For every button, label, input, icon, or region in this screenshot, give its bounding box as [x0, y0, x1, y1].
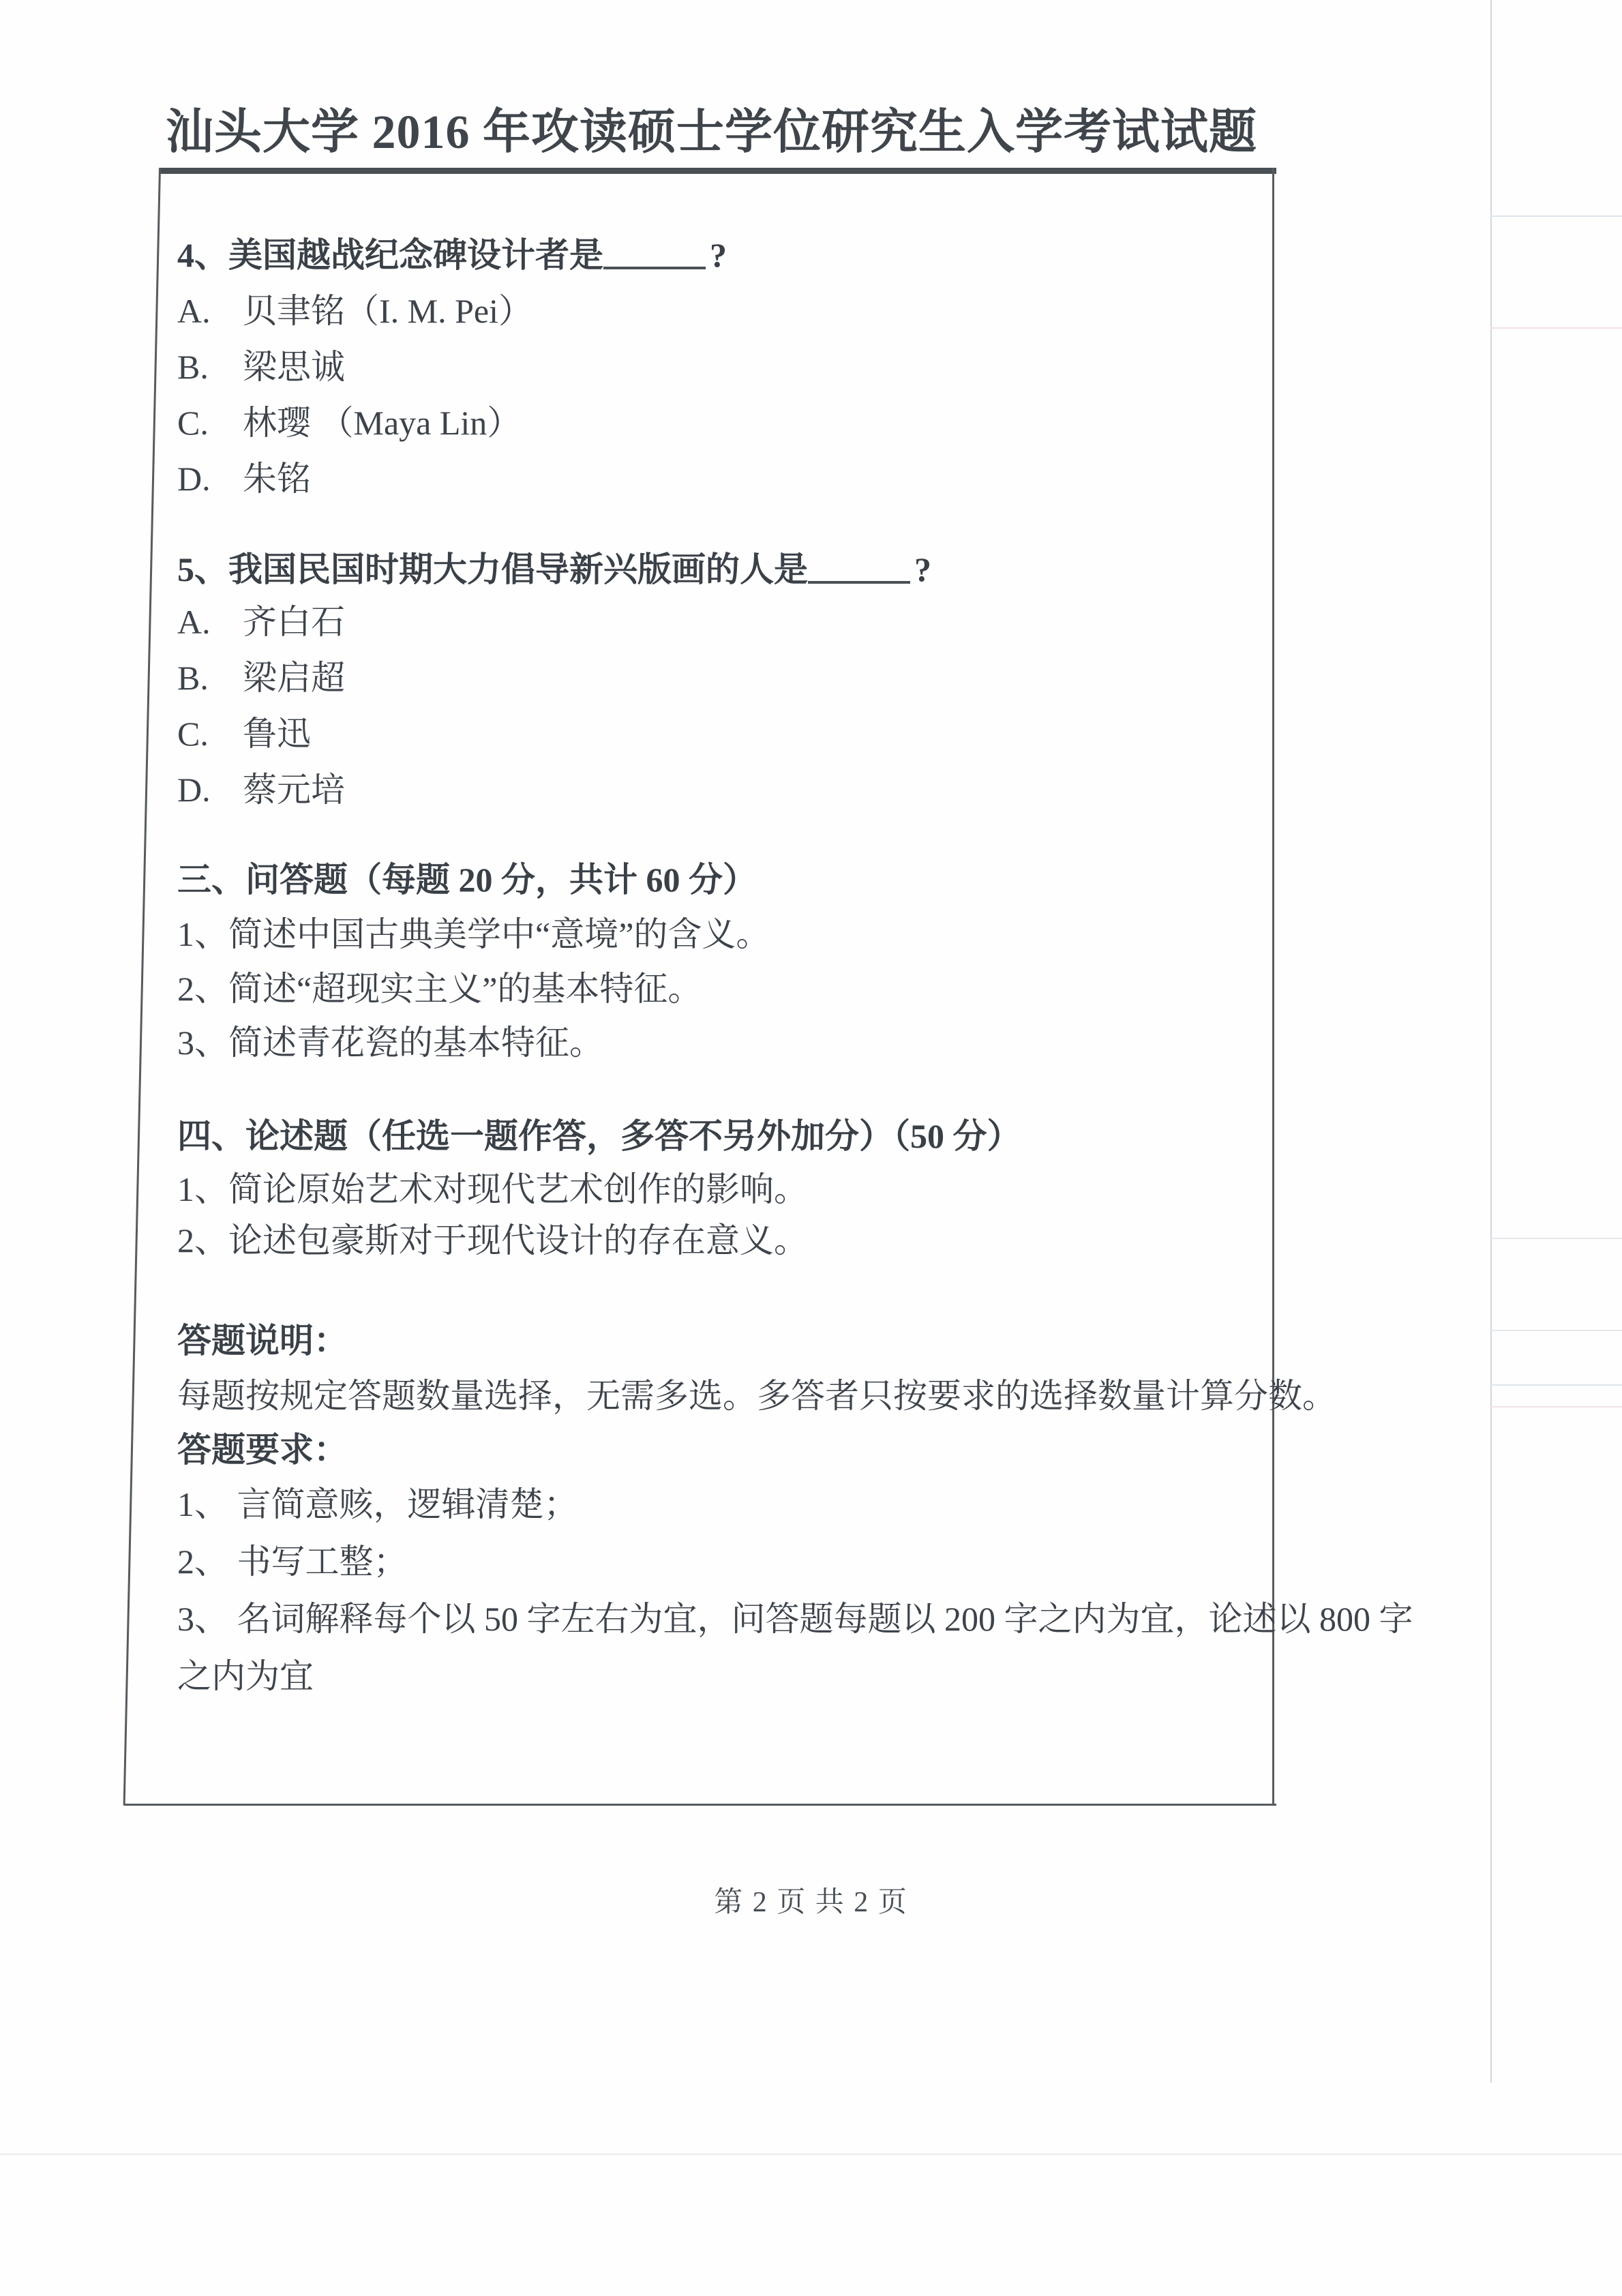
section-four-heading: 四、论述题（任选一题作答，多答不另外加分）（50 分）: [177, 1117, 1021, 1155]
question-4-option-a: [177, 290, 532, 331]
scan-artifact-line: [1490, 327, 1622, 329]
answer-instructions-body: 每题按规定答题数量选择，无需多选。多答者只按要求的选择数量计算分数。: [177, 1377, 1336, 1415]
option-label: B.: [177, 348, 209, 386]
option-text: 齐白石: [243, 603, 345, 641]
section-four-item-1: 1、简论原始艺术对现代艺术创作的影响。: [177, 1170, 808, 1208]
section-three-item-1: 1、简述中国古典美学中“意境”的含义。: [177, 915, 770, 953]
answer-requirements-heading: 答题要求：: [177, 1431, 348, 1469]
question-4-stem: [177, 230, 727, 275]
question-5-option-c: [177, 713, 311, 754]
question-5-stem-suffix: ?: [914, 550, 931, 588]
scan-artifact-line: [1490, 1238, 1622, 1239]
content-frame-top-border: [159, 168, 1276, 174]
answer-requirement-3: 3、 名词解释每个以 50 字左右为宜，问答题每题以 200 字之内为宜，论述以 800 字: [177, 1600, 1413, 1638]
content-frame-bottom-border: [124, 1804, 1276, 1806]
scan-artifact-line: [1490, 1384, 1622, 1386]
page-number: 第 2 页 共 2 页: [714, 1887, 908, 1918]
content-frame-left-border: [123, 168, 161, 1805]
option-text: 梁启超: [243, 659, 345, 697]
option-label: C.: [177, 715, 209, 753]
page-title: 汕头大学 2016 年攻读硕士学位研究生入学考试试题: [166, 106, 1257, 159]
question-4-option-d: [177, 458, 311, 499]
content-frame-right-border: [1272, 168, 1274, 1806]
answer-requirement-3-wrap: 之内为宜: [177, 1657, 314, 1695]
option-text: 鲁迅: [243, 715, 311, 753]
scan-artifact-vertical-line: [1490, 0, 1492, 2083]
option-text: 梁思诚: [243, 348, 345, 386]
section-four-item-2: 2、论述包豪斯对于现代设计的存在意义。: [177, 1221, 808, 1259]
option-label: A.: [177, 292, 211, 330]
scan-artifact-line: [1490, 1406, 1622, 1407]
section-three-item-2: 2、简述“超现实主义”的基本特征。: [177, 970, 702, 1008]
option-label: B.: [177, 659, 209, 697]
scan-artifact-line: [1490, 215, 1622, 217]
answer-requirement-2: 2、 书写工整；: [177, 1542, 408, 1581]
option-label: D.: [177, 771, 211, 809]
question-5-option-a: [177, 601, 345, 642]
question-4-option-b: [177, 346, 345, 387]
answer-requirement-1: 1、 言简意赅，逻辑清楚；: [177, 1485, 578, 1523]
question-4-stem-text: 4、美国越战纪念碑设计者是: [177, 236, 603, 274]
question-4-option-c: [177, 402, 521, 443]
answer-blank: [808, 547, 910, 584]
option-label: A.: [177, 603, 211, 641]
option-label: C.: [177, 404, 209, 442]
section-three-heading: 三、问答题（每题 20 分，共计 60 分）: [177, 861, 757, 899]
scan-artifact-line: [1490, 1330, 1622, 1331]
option-text: 朱铭: [243, 460, 311, 498]
section-three-item-3: 3、简述青花瓷的基本特征。: [177, 1024, 603, 1062]
option-label: D.: [177, 460, 211, 498]
question-5-option-d: [177, 769, 345, 810]
question-5-option-b: [177, 657, 345, 698]
question-5-stem-text: 5、我国民国时期大力倡导新兴版画的人是: [177, 550, 808, 588]
question-5-stem: [177, 544, 931, 590]
option-text: 贝聿铭（I. M. Pei）: [243, 292, 532, 330]
option-text: 蔡元培: [243, 771, 345, 809]
answer-blank: [603, 233, 706, 269]
question-4-stem-suffix: ?: [710, 236, 727, 274]
scan-artifact-wide-line: [0, 2153, 1622, 2155]
option-text: 林璎 （Maya Lin）: [243, 404, 522, 442]
answer-instructions-heading: 答题说明：: [177, 1322, 348, 1360]
